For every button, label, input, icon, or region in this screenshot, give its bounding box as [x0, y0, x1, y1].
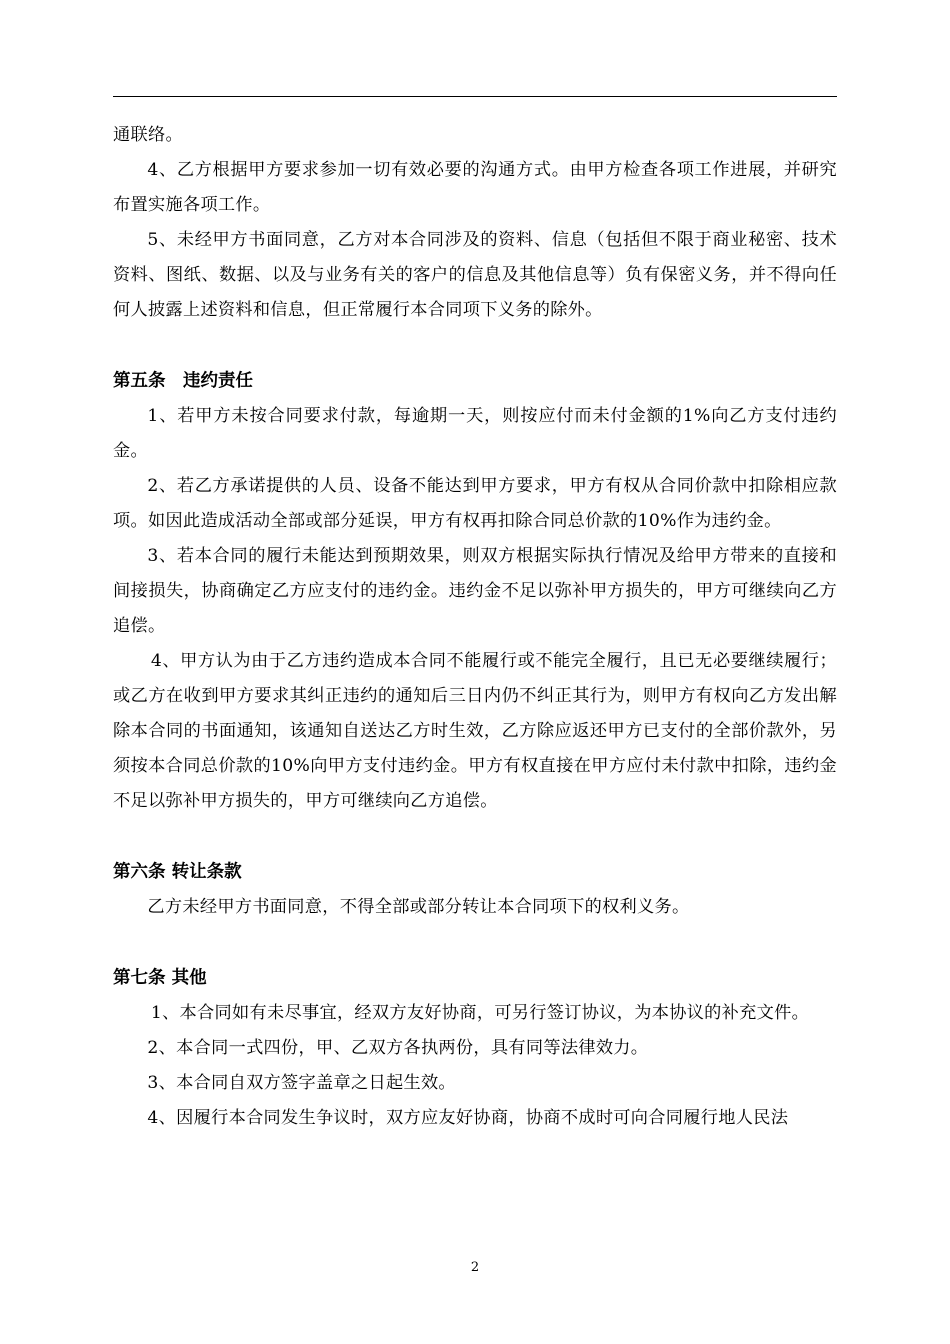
clause-7-1: 1、本合同如有未尽事宜，经双方友好协商，可另行签订协议，为本协议的补充文件。 — [150, 1003, 810, 1023]
clause-7-2: 2、本合同一式四份，甲、乙双方各执两份，具有同等法律效力。 — [147, 1038, 649, 1058]
continued-paragraph: 通联络。 — [113, 125, 183, 145]
document-body — [113, 118, 837, 1136]
clause-5-2: 2、若乙方承诺提供的人员、设备不能达到甲方要求，甲方有权从合同价款中扣除相应款项。如因此造成活动全部或部分延误，甲方有权再扣除合同总价款的10%作为违约金。 — [113, 476, 837, 531]
header-rule — [113, 96, 837, 97]
section-heading-7: 第七条 其他 — [113, 968, 207, 988]
clause-5-4: 4、甲方认为由于乙方违约造成本合同不能履行或不能完全履行，且已无必要继续履行；或乙方在收到甲方要求其纠正违约的通知后三日内仍不纠正其行为，则甲方有权向乙方发出解除本合同的书面通知，该通知自送达乙方时生效，乙方除应返还甲方已支付的全部价款外，另须按本合同总价款的10%向甲方支付违约金。甲方有权直接在甲方应付未付款中扣除，违约金不足以弥补甲方损失的，甲方可继续向乙方追偿。 — [113, 651, 837, 811]
section-heading-5: 第五条 违约责任 — [113, 371, 253, 391]
clause-5-1: 1、若甲方未按合同要求付款，每逾期一天，则按应付而未付金额的1%向乙方支付违约金。 — [113, 406, 837, 461]
clause-4-4: 4、乙方根据甲方要求参加一切有效必要的沟通方式。由甲方检查各项工作进展，并研究布置实施各项工作。 — [113, 160, 837, 215]
page-number: 2 — [470, 1260, 480, 1275]
clause-6-text: 乙方未经甲方书面同意，不得全部或部分转让本合同项下的权利义务。 — [147, 897, 690, 917]
clause-5-3: 3、若本合同的履行未能达到预期效果，则双方根据实际执行情况及给甲方带来的直接和间接损失，协商确定乙方应支付的违约金。违约金不足以弥补甲方损失的，甲方可继续向乙方追偿。 — [113, 546, 837, 636]
clause-7-3: 3、本合同自双方签字盖章之日起生效。 — [147, 1073, 456, 1093]
clause-7-4: 4、因履行本合同发生争议时，双方应友好协商，协商不成时可向合同履行地人民法 — [147, 1108, 789, 1128]
clause-4-5: 5、未经甲方书面同意，乙方对本合同涉及的资料、信息（包括但不限于商业秘密、技术资料、图纸、数据、以及与业务有关的客户的信息及其他信息等）负有保密义务，并不得向任何人披露上述资料和信息，但正常履行本合同项下义务的除外。 — [113, 230, 837, 320]
section-heading-6: 第六条 转让条款 — [113, 862, 242, 882]
